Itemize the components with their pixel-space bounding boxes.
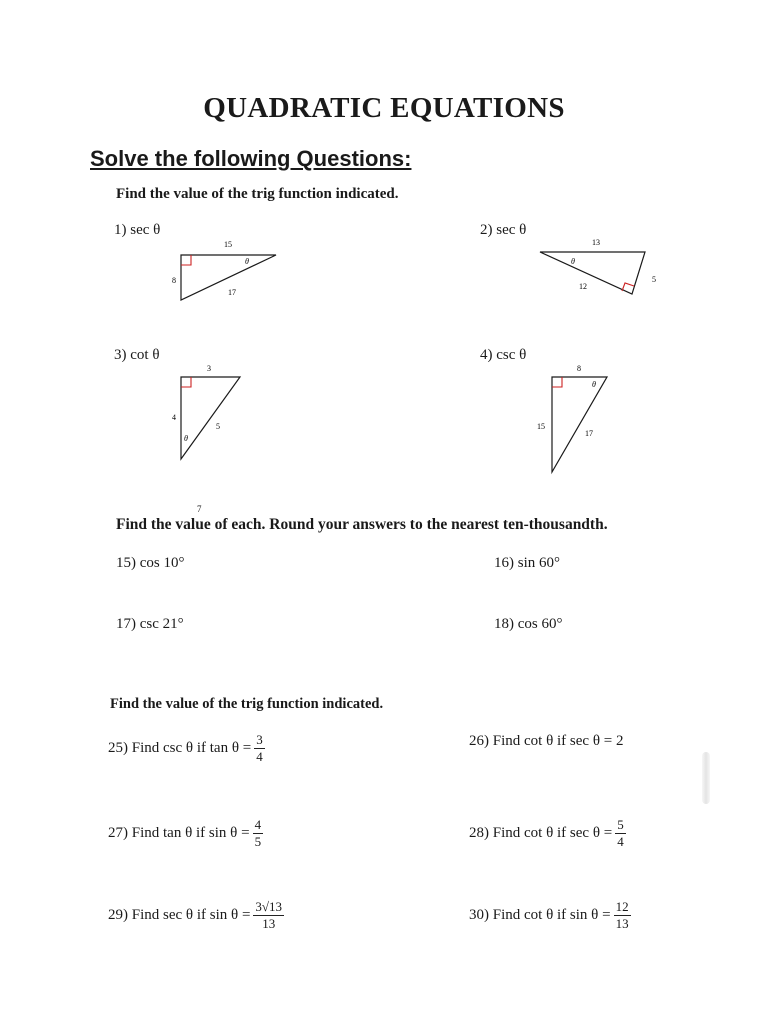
triangle-1-side-hyp: 17: [228, 288, 236, 297]
problem-27: [108, 818, 263, 849]
problem-28-fraction: [615, 818, 626, 849]
triangle-3-shape: [181, 377, 240, 459]
problem-30-text: 30) Find cot θ if sin θ =: [469, 906, 611, 923]
problem-29: [108, 900, 284, 931]
triangle-3-diagram: [170, 362, 250, 462]
triangle-3-right-angle-mark: [181, 377, 191, 387]
triangle-4-diagram: [535, 362, 615, 477]
page-subtitle: Solve the following Questions:: [90, 146, 412, 171]
problem-26-text: 26) Find cot θ if sec θ = 2: [469, 733, 624, 749]
triangle-4-side-hyp: 17: [585, 429, 593, 438]
section1-heading: Find the value of the trig function indicated.: [116, 186, 399, 202]
problem-26: [469, 733, 623, 750]
problem-2-label: 2) sec θ: [480, 222, 527, 238]
page-number: 7: [197, 504, 202, 514]
problem-29-numerator: 3√13: [255, 899, 283, 914]
page-title: QUADRATIC EQUATIONS: [203, 92, 565, 124]
problem-25-text: 25) Find csc θ if tan θ =: [108, 739, 252, 756]
triangle-1-side-top: 15: [224, 240, 232, 249]
scan-artifact: [702, 752, 710, 804]
triangle-2-side-bottom: 12: [579, 282, 587, 291]
triangle-2-diagram: [535, 232, 665, 302]
problem-3-label: 3) cot θ: [114, 347, 160, 363]
triangle-4-side-left: 15: [537, 422, 545, 431]
problem-1-label: 1) sec θ: [114, 222, 161, 238]
problem-27-denominator: 5: [254, 834, 262, 849]
triangle-1-diagram: [170, 235, 285, 305]
problem-30: [469, 900, 631, 931]
problem-27-text: 27) Find tan θ if sin θ =: [108, 824, 250, 841]
triangle-3-side-top: 3: [207, 364, 211, 373]
section3-heading: Find the value of the trig function indicated.: [110, 696, 384, 712]
problem-28: [469, 818, 626, 849]
problem-15: 15) cos 10°: [116, 555, 185, 571]
triangle-4-side-top: 8: [577, 364, 581, 373]
problem-28-text: 28) Find cot θ if sec θ =: [469, 824, 613, 841]
problem-16: 16) sin 60°: [494, 555, 560, 571]
problem-25-fraction: [254, 733, 265, 764]
problem-28-numerator: 5: [617, 817, 624, 832]
triangle-1-right-angle-mark: [181, 255, 191, 265]
problem-27-fraction: [253, 818, 264, 849]
triangle-4-shape: [552, 377, 607, 472]
problem-29-denominator: 13: [262, 916, 276, 931]
problem-25-numerator: 3: [256, 732, 263, 747]
problem-25: [108, 733, 265, 764]
problem-29-text: 29) Find sec θ if sin θ =: [108, 906, 251, 923]
triangle-2-shape: [540, 252, 645, 294]
triangle-3-side-left: 4: [172, 413, 176, 422]
triangle-3-angle: θ: [184, 434, 188, 443]
triangle-1-angle: θ: [245, 257, 249, 266]
problem-17: 17) csc 21°: [116, 616, 184, 632]
triangle-3-side-hyp: 5: [216, 422, 220, 431]
triangle-4-right-angle-mark: [552, 377, 562, 387]
problem-27-numerator: 4: [254, 817, 262, 832]
triangle-1-side-left: 8: [172, 276, 176, 285]
problem-30-fraction: [614, 900, 631, 931]
triangle-4-angle: θ: [592, 380, 596, 389]
problem-29-fraction: [253, 900, 284, 931]
problem-30-denominator: 13: [615, 916, 629, 931]
problem-25-denominator: 4: [256, 749, 263, 764]
triangle-2-side-top: 13: [592, 238, 600, 247]
problem-4-label: 4) csc θ: [480, 347, 527, 363]
section2-heading: Find the value of each. Round your answers to the nearest ten-thousandth.: [116, 516, 608, 533]
triangle-2-side-right: 5: [652, 275, 656, 284]
triangle-2-angle: θ: [571, 257, 575, 266]
problem-30-numerator: 12: [615, 899, 629, 914]
problem-28-denominator: 4: [617, 834, 624, 849]
problem-18: 18) cos 60°: [494, 616, 563, 632]
